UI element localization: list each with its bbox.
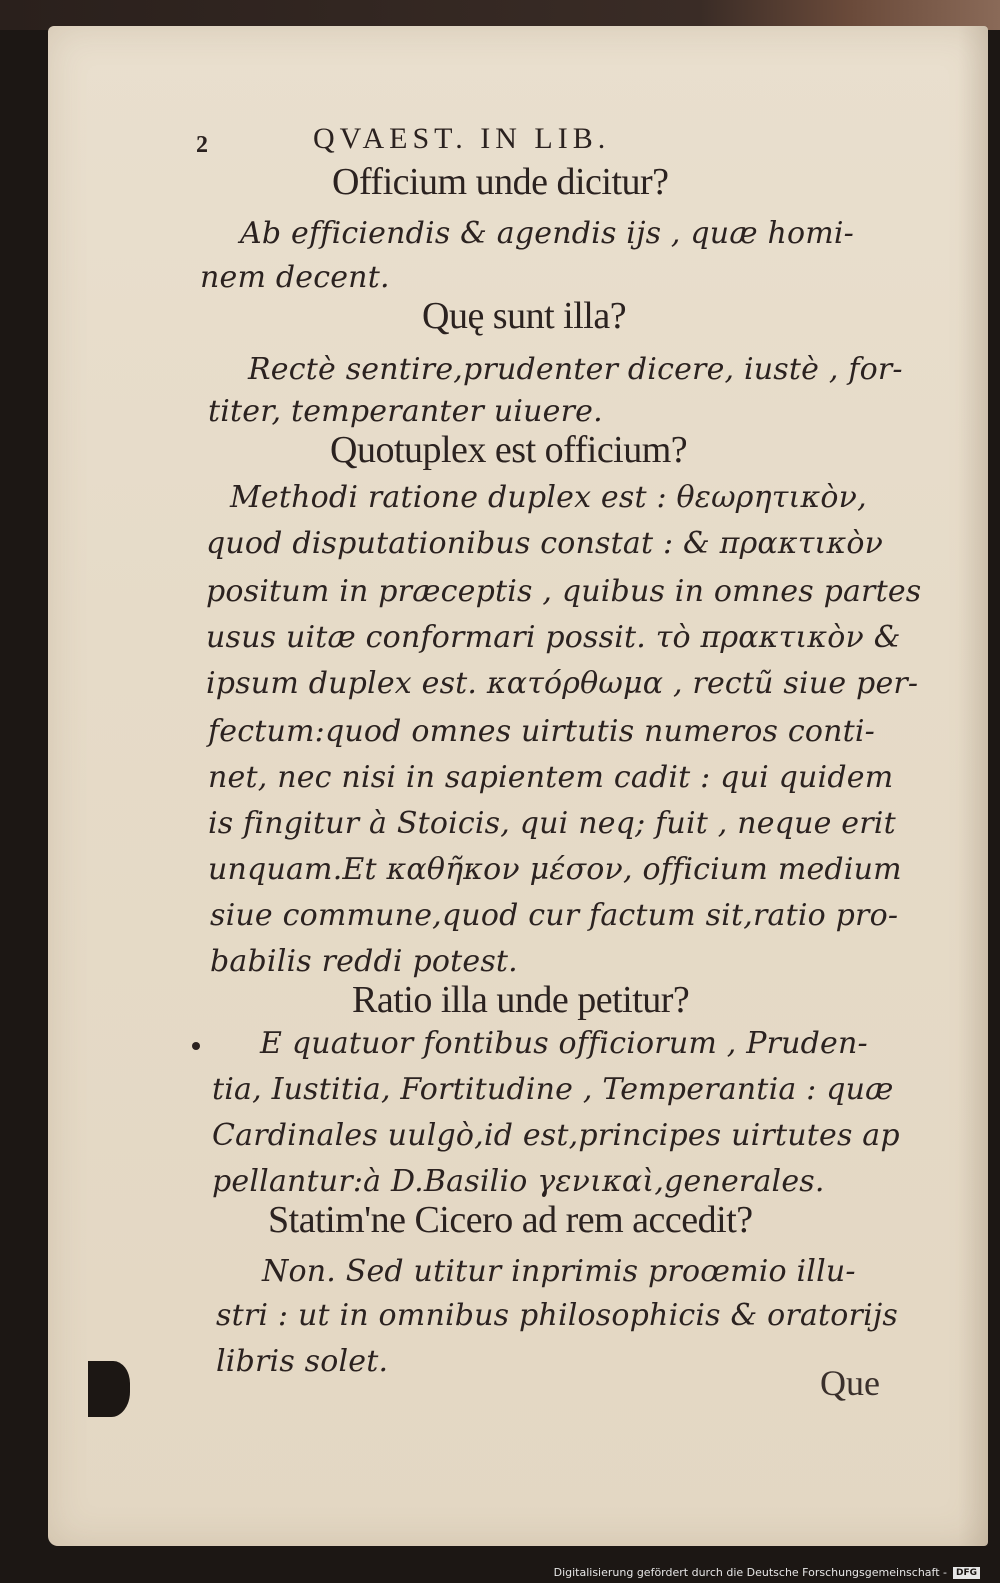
credit-text: Digitalisierung gefördert durch die Deutsche Forschungsgemeinschaft - [553, 1566, 947, 1579]
answer-line: stri : ut in omnibus philosophicis & oratorijs [216, 1298, 898, 1333]
answer-line: ipsum duplex est. κατόρθωμα , rectũ siue per- [206, 666, 919, 701]
answer-line: babilis reddi potest. [210, 944, 518, 979]
question-line: Officium unde dicitur? [332, 161, 669, 203]
page-text [48, 26, 988, 1426]
question-line: Quotuplex est officium? [330, 429, 688, 471]
answer-line: libris solet. [216, 1344, 389, 1379]
book-page [48, 26, 988, 1546]
margin-dot [192, 1042, 200, 1050]
catchword: Que [820, 1363, 880, 1403]
answer-line: siue commune,quod cur factum sit,ratio pro- [210, 898, 899, 933]
answer-line: usus uitæ conformari possit. τὸ πρακτικὸν & [206, 620, 901, 655]
answer-line: Cardinales uulgò,id est,principes uirtutes ap [212, 1118, 900, 1153]
question-line: Quę sunt illa? [422, 295, 627, 337]
digitization-credit [554, 1566, 980, 1579]
answer-line: net, nec nisi in sapientem cadit : qui quidem [208, 760, 894, 795]
running-head: QVAEST. IN LIB. [313, 122, 611, 155]
answer-line: pellantur:à D.Basilio γενικαὶ,generales. [212, 1164, 825, 1199]
answer-line: tia, Iustitia, Fortitudine , Temperantia : quæ [212, 1072, 894, 1107]
folio-number: 2 [196, 132, 208, 158]
answer-line: Rectè sentire,prudenter dicere, iustè , for- [248, 352, 903, 387]
answer-line: nem decent. [200, 260, 390, 295]
answer-line: positum in præceptis , quibus in omnes partes [206, 574, 922, 609]
answer-line: E quatuor fontibus officiorum , Pruden- [260, 1026, 868, 1061]
dfg-logo: DFG [953, 1567, 980, 1579]
answer-line: is fingitur à Stoicis, qui neq; fuit , neque erit [208, 806, 896, 841]
answer-line: Non. Sed utitur inprimis proœmio illu- [262, 1254, 856, 1289]
answer-line: Methodi ratione duplex est : θεωρητικὸν, [230, 480, 867, 515]
question-line: Ratio illa unde petitur? [352, 979, 690, 1021]
answer-line: unquam.Et καθῆκον μέσον, officium medium [208, 852, 902, 887]
answer-line: Ab efficiendis & agendis ijs , quæ homi- [240, 216, 855, 251]
answer-line: quod disputationibus constat : & πρακτικὸν [206, 526, 884, 561]
question-line: Statim'ne Cicero ad rem accedit? [268, 1199, 753, 1241]
answer-line: titer, temperanter uiuere. [208, 394, 603, 429]
answer-line: fectum:quod omnes uirtutis numeros conti- [208, 714, 875, 749]
